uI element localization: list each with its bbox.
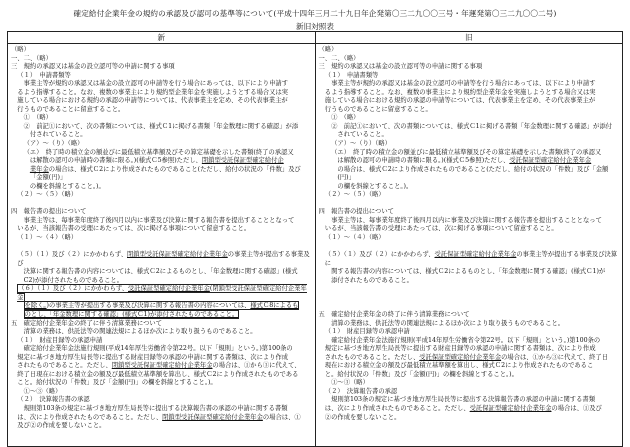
old-column-line: （１） 財産目録等の承認申請 xyxy=(324,328,410,336)
old-column-line: 確定給付企業年金法施行規則(平成14年厚生労働省令第22号。以下「規則」という。)第100条の xyxy=(331,336,601,344)
old-column-line: 規定に基づき地方厚生局長等に提出する財産目録等の承認の申請に関する書類は、次により作成 xyxy=(324,345,596,353)
old-column-line: （２）～（５）（略） xyxy=(324,191,385,199)
new-column-line xyxy=(11,243,312,252)
old-column-line xyxy=(319,294,620,303)
old-column-line: 清算の業務は、供託法等の関連法規によるほか次により取り扱うものであること。 xyxy=(331,319,565,327)
new-column-line: いるが、当該報告書の受理にあたっては、次に掲げる事項について留意すること。 xyxy=(17,225,251,233)
old-column-line: 添付されたものであること。 xyxy=(331,276,413,284)
new-column-line: （５）（１）及び（２）にかかわらず、閉鎖型受託保証型確定給付企業年金の事業主等が提出する事業及び xyxy=(17,251,310,267)
new-column-line: こと。給付状況の「件数」及び「金額(円)」の欄を斜線とすること。)。 xyxy=(17,379,217,387)
old-column-line: 規則第103条の規定に基づき地方厚生局長等に提出する決算報告書の承認の申請に関する書類 xyxy=(331,396,595,404)
new-column-line: 清算の業務は、供託法等の関連法規によるほか次により取り扱うものであること。 xyxy=(23,328,257,336)
new-column-line: C2)が添付されたものであること。 xyxy=(23,276,124,284)
old-column-line: （２） 決算報告書の承認 xyxy=(324,387,398,395)
document-title: 確定給付企業年金の規約の承認及び認可の基準等について(平成十四年三月二十九日年企発第〇三二九〇〇三号・年運発第〇三二九〇〇二号) xyxy=(73,9,557,18)
new-column-line: 付されていること。 xyxy=(29,131,87,139)
new-column-line: 施している場合における規約の承認の申請等については、代表事業主を定め、その代表事業主が xyxy=(17,97,288,105)
old-column-line: るよう指導すること。なお、複数の事業主により規約型企業年金を実施しようとする場合又は実 xyxy=(324,88,596,96)
old-column-line: 三 規約の承認又は基金の設立認可等の申請に関する事項 xyxy=(318,63,483,71)
old-column-line: （５）（１）及び（２）にかかわらず、受託保証型確定給付企業年金の事業主等が提出する事業及び決算に xyxy=(324,251,618,267)
old-column-line: されていること。 xyxy=(337,131,388,139)
new-column-line: 一、二、（略） xyxy=(11,54,52,62)
new-column-line: るよう指導すること。なお、複数の事業主により規約型企業年金を実施しようとする場合又は実 xyxy=(17,88,289,96)
new-column-line: （ア）～（り）（略） xyxy=(23,140,84,148)
old-column-line: 事業主等は、毎事業年度終了後四月以内に事業及び決算に関する報告書を提出することとなって xyxy=(331,216,602,224)
new-column-line: 行うものであることに留意すること。 xyxy=(17,105,125,113)
old-column-line: 事業主等が規約の承認又は基金の設立認可の申請等を行う場合にあっては、以下により申請す xyxy=(331,80,596,88)
old-column-line: の欄を斜線とすること。)。 xyxy=(337,182,413,190)
new-column-cell xyxy=(8,44,316,447)
new-column-line: 決算に関する報告書の内容については、様式Ｃ2によるものとし、「年金数理に関する確認」(様式 xyxy=(23,268,298,276)
old-column-line: ① （略） xyxy=(331,114,360,122)
new-column-line: されたものであること。ただし、閉鎖型受託保証型確定給付企業年金の場合は、①から③に代えて、 xyxy=(17,362,301,370)
old-column-line xyxy=(319,285,620,294)
old-column-line: 施している場合における規約の承認の申請等については、代表事業主を定め、その代表事業主が xyxy=(324,97,596,105)
new-column-line: ② 前記①において、次の書類については、様式Ｃ1に掲げる書類「年金数理に関する確認」が添 xyxy=(23,122,299,130)
old-column-line: ②の作成を要しないこと。 xyxy=(324,413,401,421)
old-column-line: いるが、当該報告書の受理にあたっては、次に掲げる事項について留意すること。 xyxy=(324,225,558,233)
old-column-line: ② 前記①において、次の書類については、様式Ｃ1に掲げる書類「年金数理に関する確認」が添付 xyxy=(331,122,612,130)
new-column-line: （６）（１）及び（２）にかかわらず、受託保証型確定給付企業年金(閉鎖型受託保証型確定給付企業年金 xyxy=(17,285,307,301)
new-column-line: 四 報告書の提出について xyxy=(11,208,87,216)
new-column-text xyxy=(11,46,312,431)
new-column-line: は解散の認可の申請時の書類に限る。)(様式Ｃ5参照)ただし、閉鎖型受託保証型確定給付企 xyxy=(29,157,284,165)
new-column-line: （エ） 終了時の積立金の額並びに最低積立基準額及びその算定基礎を示した書類(終了の承認又 xyxy=(23,148,294,156)
old-column-line: されたものであること。ただし、受託保証型確定給付企業年金の場合は、①から③に代えて、終了日 xyxy=(324,353,609,361)
old-column-cell xyxy=(315,44,623,447)
old-column-text xyxy=(319,46,620,422)
new-column-line: （１）～（４）（略） xyxy=(17,234,78,242)
new-column-line: 規定に基づき地方厚生局長等に提出する財産目録等の承認の申請に関する書類は、次により作成 xyxy=(17,353,289,361)
new-column-line: （１） 申請書類等 xyxy=(17,71,71,79)
old-column-header: 旧 xyxy=(315,32,623,44)
old-column-line: 関する報告書の内容については、様式Ｃ2によるものとし、「年金数理に関する確認」(様式Ｃ1)が xyxy=(331,268,606,276)
new-column-line: （２）～（５）（略） xyxy=(17,191,78,199)
new-column-line: 業年金の場合は、様式Ｃ2により作成されたものであること(ただし、給付の状況の「件数」及び「金額(円)」 xyxy=(29,165,301,182)
new-column-line: 確定給付企業年金法施行規則(平成14年厚生労働省令第22号。以下「規則」という。)第100条の xyxy=(23,345,293,353)
old-column-line: 現在における積立金の額及び最低積立基準額を算出し、様式Ｃ2により作成されたものであるこ xyxy=(324,362,594,370)
old-column-line: （１） 申請書類等 xyxy=(324,71,379,79)
old-column-line xyxy=(319,243,620,252)
new-column-line: 及び②の作成を要しないこと。 xyxy=(17,422,106,430)
old-column-line: と。給付状況の「件数」及び「金額(円)」の欄を斜線とすること。)。 xyxy=(324,370,518,378)
old-column-line: 行うものであることに留意すること。 xyxy=(324,105,432,113)
new-column-line: （１） 財産目録等の承認申請 xyxy=(17,336,103,344)
old-column-line: は、次により作成されたものであること。ただし、受託保証型確定給付企業年金の場合は、①及び xyxy=(324,404,602,412)
new-column-line: の欄を斜線とすること。)。 xyxy=(29,182,105,190)
old-column-line: （ア）～（り）（略） xyxy=(331,140,391,148)
old-column-line xyxy=(319,302,620,311)
new-column-line: （略） xyxy=(11,46,30,53)
comparison-table xyxy=(7,31,623,447)
old-column-line: は解散の認可の申請時の書類に限る。)(様式Ｃ5参照)ただし、受託保証型確定給付企業年金 xyxy=(337,157,592,165)
old-column-line: 五 確定給付企業年金の終了に伴う清算業務について xyxy=(318,310,470,318)
new-column-header: 新 xyxy=(8,32,316,44)
new-column-line: 事業主等は、毎事業年度終了後四月以内に事業及び決算に関する報告書を提出することとなって xyxy=(23,216,295,224)
new-column-line: は、次により作成されたものであること。ただし、閉鎖型受託保証型確定給付企業年金の場合は、① xyxy=(17,413,301,421)
new-column-line: 終了日現在における積立金の額及び最低積立基準額を算出し、様式Ｃ2により作成されたものである xyxy=(17,370,299,378)
old-column-line: （略） xyxy=(318,46,338,53)
old-column-line: の場合は、様式Ｃ2により作成されたものであること(ただし、給付の状況の「件数」及び「金額(円)」 xyxy=(337,165,609,182)
old-column-line: （エ） 終了時の積立金の額並びに最低積立基準額及びその算定基礎を示した書類(終了の承認又 xyxy=(331,148,602,156)
document-subtitle: 新旧対照表 xyxy=(296,22,334,31)
new-column-line: 三 規約の承認又は基金の設立認可等の申請に関する事項 xyxy=(11,63,175,71)
new-column-line: を除く。)の事業主等が提出する事業及び決算に関する報告書の内容については、様式Ｃ8によるも xyxy=(24,302,299,310)
new-column-line: 規則第103条の規定に基づき地方厚生局長等に提出する決算報告書の承認の申請に関する書類 xyxy=(23,404,288,412)
new-column-line: のとし、「年金数理に関する確認」(様式Ｃ1)が添付されたものであること。 xyxy=(24,310,239,318)
new-column-line: ①～③（略） xyxy=(23,387,62,395)
old-column-line: 一、二、（略） xyxy=(318,54,360,62)
new-column-line: ① （略） xyxy=(23,114,52,122)
old-column-line: ①～③（略） xyxy=(331,379,369,387)
new-column-line: （２） 決算報告書の承認 xyxy=(17,396,90,404)
new-column-line: 事業主等が規約の承認又は基金の設立認可の申請等を行う場合にあっては、以下により申請す xyxy=(23,80,288,88)
new-column-line: 五 確定給付企業年金の終了に伴う清算業務について xyxy=(11,319,162,327)
old-column-line: 四 報告書の提出について xyxy=(318,208,394,216)
old-column-line: （１）～（４）（略） xyxy=(324,234,385,242)
